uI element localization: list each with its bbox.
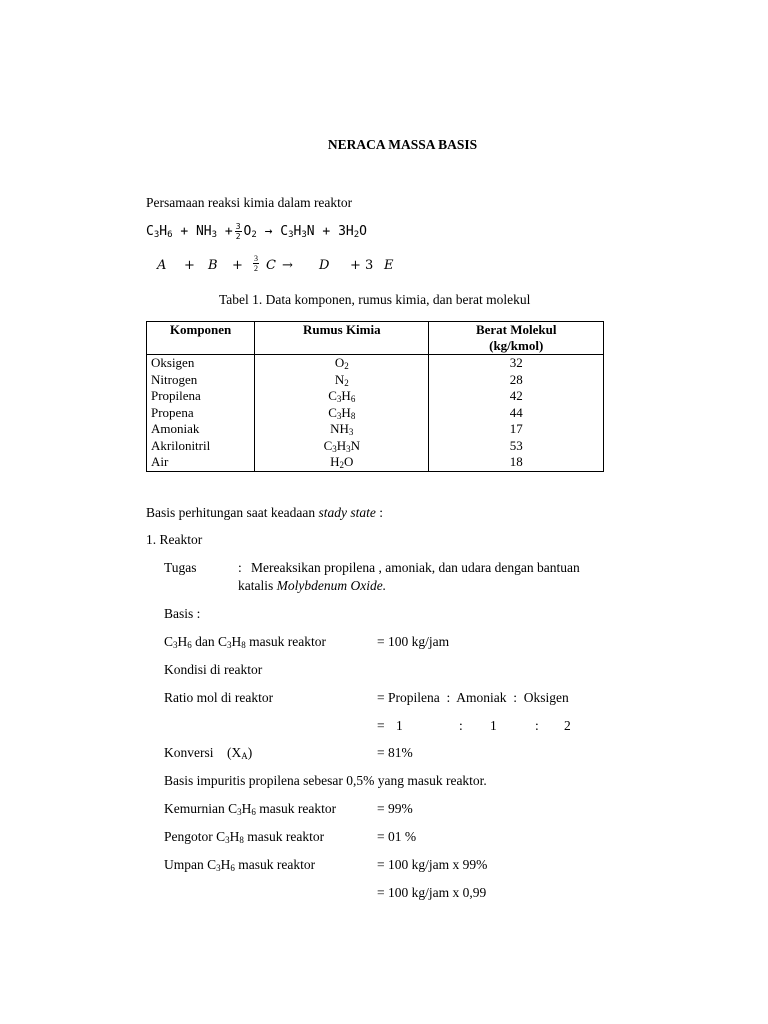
cell-komponen: Air <box>147 454 255 471</box>
cell-rumus: $N_2$ <box>255 372 429 389</box>
cell-bm: 32 <box>429 355 604 372</box>
page-title: NERACA MASSA BASIS <box>327 137 478 152</box>
ratio-label: Ratio mol di reaktor <box>164 690 274 705</box>
cell-komponen: Oksigen <box>147 355 255 372</box>
cell-bm: 17 <box>429 421 604 438</box>
cell-bm: 53 <box>429 438 604 455</box>
reaction-equation: $C_3H_6 + NH_3$ + $\frac{3}{2}$ $O_2 \to C_3H_3N + 3H_2O$ <box>146 222 367 241</box>
cell-rumus: $H_2O$ <box>255 454 429 471</box>
ratio-colon-1: : <box>459 718 463 733</box>
table-row <box>147 421 604 438</box>
tugas-label: Tugas <box>164 560 197 575</box>
fraction-three-halves: $\frac{3}{2}$ <box>235 222 241 241</box>
cell-bm: 42 <box>429 388 604 405</box>
masuk-value: = 100 kg/jam <box>377 634 450 649</box>
cell-rumus: $NH_3$ <box>255 421 429 438</box>
cell-komponen: Propena <box>147 405 255 422</box>
plus-1: + <box>184 258 195 273</box>
letter-B: B <box>208 258 218 273</box>
pengotor-value: = 01 % <box>377 829 417 844</box>
cell-rumus: $C_3H_3N$ <box>255 438 429 455</box>
cell-rumus: $C_3H_6$ <box>255 388 429 405</box>
cell-komponen: Propilena <box>147 388 255 405</box>
component-table <box>146 321 604 472</box>
header-komponen: Komponen <box>147 322 255 355</box>
arrow: → <box>282 258 293 273</box>
umpan-value: = 100 kg/jam x 99% <box>377 857 488 872</box>
cell-bm: 44 <box>429 405 604 422</box>
ratio-value: = Propilena : Amoniak : Oksigen <box>377 690 569 705</box>
table-row <box>147 372 604 389</box>
kemurnian-value: = 99% <box>377 801 413 816</box>
masuk-label: $C_3H_6$ dan $C_3H_8$ masuk reaktor <box>164 634 327 650</box>
umpan-value-2: = 100 kg/jam x 0,99 <box>377 885 487 900</box>
umpan-label: Umpan $C_3H_6$ masuk reaktor <box>164 857 316 873</box>
letter-A: A <box>157 258 167 273</box>
cell-rumus: $C_3H_8$ <box>255 405 429 422</box>
cell-bm: 18 <box>429 454 604 471</box>
konversi-label: Konversi $(X_A)$ <box>164 745 253 761</box>
kemurnian-label: Kemurnian $C_3H_6$ masuk reaktor <box>164 801 337 817</box>
cell-komponen: Nitrogen <box>147 372 255 389</box>
ratio-eq: = <box>377 718 385 733</box>
plus-2: + <box>232 258 243 273</box>
header-berat-molekul: Berat Molekul (kg/kmol) <box>429 322 604 355</box>
tugas-line-1: Mereaksikan propilena , amoniak, dan udara dengan bantuan <box>251 560 580 575</box>
letter-D: D <box>319 258 330 273</box>
basis-perhitungan: Basis perhitungan saat keadaan stady state : <box>146 505 383 520</box>
pengotor-label: Pengotor $C_3H_8$ masuk reaktor <box>164 829 325 845</box>
header-rumus-kimia: Rumus Kimia <box>255 322 429 355</box>
ratio-n2: 1 <box>490 718 497 733</box>
basis-label: Basis : <box>164 606 201 621</box>
table-caption: Tabel 1. Data komponen, rumus kimia, dan berat molekul <box>219 292 531 307</box>
ratio-n1: 1 <box>396 718 403 733</box>
tugas-colon: : <box>238 560 242 575</box>
cell-rumus: $O_2$ <box>255 355 429 372</box>
section-reaktor: 1. Reaktor <box>146 532 203 547</box>
table-row <box>147 405 604 422</box>
table-row <box>147 355 604 372</box>
fraction-three-halves-2: $\frac{3}{2}$ <box>254 254 258 273</box>
letter-E: E <box>384 258 394 273</box>
table-row <box>147 454 604 471</box>
konversi-value: = 81% <box>377 745 413 760</box>
cell-komponen: Akrilonitril <box>147 438 255 455</box>
table-row <box>147 388 604 405</box>
plus-3: + 3 <box>350 258 374 273</box>
cell-bm: 28 <box>429 372 604 389</box>
kondisi-label: Kondisi di reaktor <box>164 662 263 677</box>
table-row <box>147 438 604 455</box>
ratio-colon-2: : <box>535 718 539 733</box>
impuritis-text: Basis impuritis propilena sebesar 0,5% yang masuk reaktor. <box>164 773 487 788</box>
cell-komponen: Amoniak <box>147 421 255 438</box>
intro-text: Persamaan reaksi kimia dalam reaktor <box>146 195 353 210</box>
letter-C: C <box>266 258 276 273</box>
tugas-line-2: katalis Molybdenum Oxide. <box>238 578 387 593</box>
ratio-n3: 2 <box>564 718 571 733</box>
